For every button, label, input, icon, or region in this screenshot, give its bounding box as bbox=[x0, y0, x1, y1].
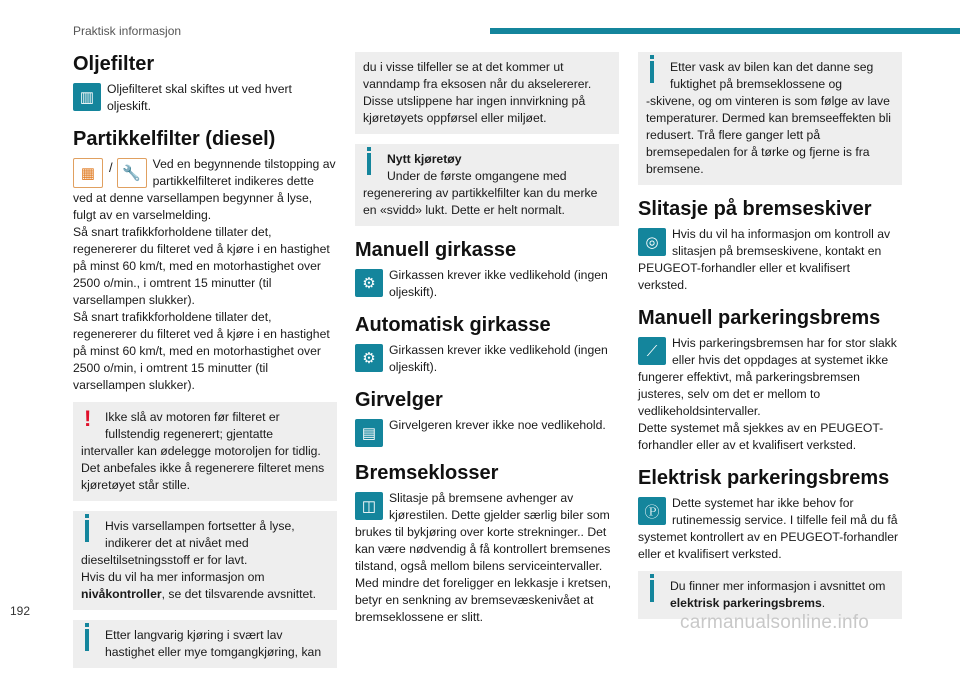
info-icon bbox=[85, 629, 89, 651]
brake-pads-text-2: brukes til bykjøring over korte strekninger.. Det kan være nødvendig å få kontrollert bremsenes tilstand, også mellom bilens serviceintervaller. Med mindre det foreligger en lekkasje i kretsen, betyr en senkning av bremsevæskenivået at bremseklossene er slitt. bbox=[355, 525, 612, 624]
new-vehicle-text-a: Under de første omgangene med bbox=[387, 169, 567, 183]
manual-gearbox-text: Girkassen krever ikke vedlikehold (ingen oljeskift). bbox=[389, 268, 608, 299]
brake-pads-heading: Bremseklosser bbox=[355, 462, 499, 484]
column-3 bbox=[638, 52, 902, 629]
manual-gearbox-heading: Manuell girkasse bbox=[355, 239, 517, 261]
new-vehicle-title: Nytt kjøretøy bbox=[387, 152, 462, 166]
info2-text-a: Etter langvarig kjøring i svært lav hastighet eller mye tomgangkjøring, kan bbox=[105, 628, 322, 659]
particle-filter-text-2: ved at denne varsellampen begynner å lyse, fulgt av en varselmelding. bbox=[73, 191, 313, 222]
automatic-gearbox-icon: ⚙ bbox=[355, 344, 383, 372]
page-number: 192 bbox=[10, 604, 31, 618]
column-1 bbox=[73, 52, 337, 678]
warning-box bbox=[73, 402, 337, 501]
section-header: Praktisk informasjon bbox=[73, 24, 182, 38]
info-icon bbox=[650, 580, 654, 602]
level-checks-link: nivåkontroller bbox=[81, 587, 162, 601]
oil-filter-heading: Oljefilter bbox=[73, 53, 155, 75]
brake-pads-icon: ◫ bbox=[355, 492, 383, 520]
info-box-continued bbox=[355, 52, 619, 134]
manual-parking-brake-text-a: Hvis parkeringsbremsen har for stor slakk eller hvis det oppdages at systemet ikke bbox=[672, 336, 897, 367]
info-icon bbox=[85, 520, 89, 542]
icon-separator: / bbox=[109, 160, 113, 175]
wrench-icon: 🔧 bbox=[117, 158, 147, 188]
brake-disc-icon: ◎ bbox=[638, 228, 666, 256]
gear-selector-icon: ▤ bbox=[355, 419, 383, 447]
gear-selector-text: Girvelgeren krever ikke noe vedlikehold. bbox=[389, 418, 606, 432]
info1-text-c: Hvis du vil ha mer informasjon om nivåkontroller, se det tilsvarende avsnittet. bbox=[81, 570, 317, 601]
brake-pads-text-1: Slitasje på bremsene avhenger av kjørestilen. Dette gjelder særlig biler som bbox=[389, 491, 610, 522]
particle-filter-text-4: Så snart trafikkforholdene tillater det, regenererer du filteret ved å kjøre i en hastighet på minst 60 km/t, med en motorhastighet over 2500 o/min, i omtrent 15 minutter (til varsellampen slukker). bbox=[73, 310, 330, 392]
gearbox-icon: ⚙ bbox=[355, 269, 383, 297]
info-box-1 bbox=[73, 511, 337, 610]
new-vehicle-text-b: regenerering av partikkelfilter kan du merke en «svidd» lukt. Dette er helt normalt. bbox=[363, 186, 598, 217]
watermark: carmanualsonline.info bbox=[680, 612, 870, 633]
electric-parking-brake-icon: Ⓟ bbox=[638, 497, 666, 525]
oil-filter-icon: ▥ bbox=[73, 83, 101, 111]
info-box-electric-brake: Du finner mer informasjon i avsnittet om elektrisk parkeringsbrems. bbox=[638, 571, 902, 619]
info-box-brakes bbox=[638, 52, 902, 185]
electric-brake-link: elektrisk parkeringsbrems bbox=[670, 596, 822, 610]
manual-parking-brake-text-c: Dette systemet må sjekkes av en PEUGEOT-forhandler eller av et kvalifisert verksted. bbox=[638, 421, 884, 452]
brake-info-text-b: -skivene, og om vinteren is som følge av lave temperaturer. Dermed kan bremseeffekten bli redusert. Trå flere ganger lett på bremsepedalen for å tørke og fjerne is fra bremsene. bbox=[646, 94, 891, 176]
electric-parking-brake-text-b: systemet kontrollert av en PEUGEOT-forhandler eller et kvalifisert verksted. bbox=[638, 530, 899, 561]
brake-discs-text-b: PEUGEOT-forhandler eller et kvalifisert verksted. bbox=[638, 261, 851, 292]
parking-brake-icon: ⟋ bbox=[638, 337, 666, 365]
particle-filter-text-1: Ved en begynnende tilstopping av partikkelfilteret indikeres dette bbox=[152, 157, 336, 188]
info-box-2 bbox=[73, 620, 337, 668]
manual-parking-brake-text-b: fungerer effektivt, må parkeringsbremsen justeres, selv om det er mellom to vedlikeholdsintervaller. bbox=[638, 370, 860, 418]
warning-text-b: intervaller kan ødelegge motoroljen for tidlig. Det anbefales ikke å regenerere filteret mens kjøretøyet står stille. bbox=[81, 444, 325, 492]
header-bar bbox=[490, 28, 960, 34]
column-2 bbox=[355, 52, 619, 626]
gear-selector-heading: Girvelger bbox=[355, 389, 443, 411]
warning-text-a: Ikke slå av motoren før filteret er fullstendig regenerert; gjentatte bbox=[105, 410, 280, 441]
info1-text-b: dieseltilsetningsstoff er for lavt. bbox=[81, 553, 248, 567]
info-icon bbox=[367, 153, 371, 175]
manual-parking-brake-heading: Manuell parkeringsbrems bbox=[638, 307, 881, 329]
warning-icon: ! bbox=[84, 406, 92, 431]
automatic-gearbox-text: Girkassen krever ikke vedlikehold (ingen oljeskift). bbox=[389, 343, 608, 374]
electric-parking-brake-heading: Elektrisk parkeringsbrems bbox=[638, 467, 890, 489]
info-icon bbox=[650, 61, 654, 83]
particle-filter-text-3: Så snart trafikkforholdene tillater det, regenererer du filteret ved å kjøre i en hastighet på minst 60 km/t, med en motorhastighet over 2500 o/min., i omtrent 15 minutter (til varsellampen slukker). bbox=[73, 225, 330, 307]
electric-parking-brake-text-a: Dette systemet har ikke behov for rutinemessig service. I tilfelle feil må du få bbox=[672, 496, 898, 527]
brake-info-text-a: Etter vask av bilen kan det danne seg fuktighet på bremseklossene og bbox=[670, 60, 874, 91]
oil-filter-text: Oljefilteret skal skiftes ut ved hvert oljeskift. bbox=[107, 82, 292, 113]
info1-text-a: Hvis varsellampen fortsetter å lyse, indikerer det at nivået med bbox=[105, 519, 295, 550]
particle-filter-warning-icon: ▦ bbox=[73, 158, 103, 188]
continued-text: du i visse tilfeller se at det kommer ut vanndamp fra eksosen når du akselererer. Disse utslippene har ingen innvirkning på kjøretøyets oppførsel eller miljøet. bbox=[363, 60, 592, 125]
new-vehicle-box bbox=[355, 144, 619, 226]
particle-filter-heading: Partikkelfilter (diesel) bbox=[73, 128, 276, 150]
brake-discs-text-a: Hvis du vil ha informasjon om kontroll av slitasjen på bremseskivene, kontakt en bbox=[672, 227, 891, 258]
brake-discs-heading: Slitasje på bremseskiver bbox=[638, 198, 872, 220]
automatic-gearbox-heading: Automatisk girkasse bbox=[355, 314, 551, 336]
